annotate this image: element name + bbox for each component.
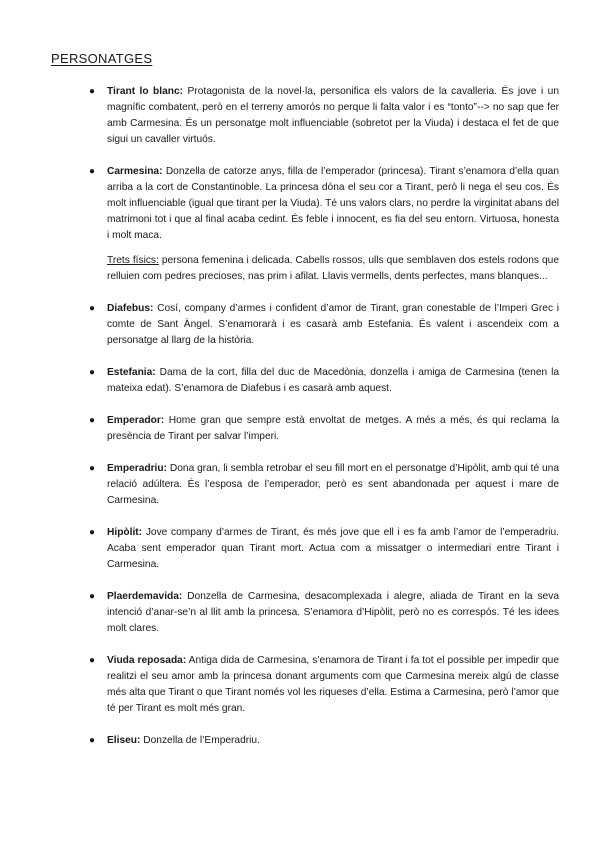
character-list (0, 84, 600, 749)
character-name: Estefania: (107, 367, 156, 378)
bullet-icon: ● (89, 463, 96, 474)
traits-label: Trets físics: (107, 255, 159, 266)
bullet-icon: ● (89, 303, 96, 314)
character-description: Cosí, company d’armes i confident d’amor de Tirant, gran conestable de l’Imperi Grec i comte de Sant Àngel. S’enamorarà i es casarà amb Estefania. És valent i ascendeix com a personatge al llarg de la història. (107, 303, 559, 346)
bullet-icon: ● (89, 415, 96, 426)
character-name: Viuda reposada: (107, 655, 187, 666)
list-item (89, 164, 559, 285)
list-item (89, 653, 559, 717)
bullet-icon: ● (89, 655, 96, 666)
bullet-icon: ● (89, 367, 96, 378)
character-description: Dona gran, li sembla retrobar el seu fill mort en el personatge d’Hipòlit, amb qui té una relació adúltera. És l’esposa de l’emperador, però es sent abandonada per aquest i mare de Carmesina. (107, 463, 559, 506)
list-item (89, 461, 559, 509)
list-item (89, 525, 559, 573)
character-name: Diafebus: (107, 303, 154, 314)
traits-description: persona femenina i delicada. Cabells rossos, ulls que semblaven dos estels rodons que relluien com pedres precioses, nas prim i afilat. Llavis vermells, dents perfectes, mans blanques... (107, 255, 559, 282)
list-item (89, 365, 559, 397)
character-description: Donzella de l’Emperadriu. (143, 735, 260, 746)
list-item (89, 589, 559, 637)
character-description: Protagonista de la novel·la, personifica els valors de la cavalleria. És jove i un magnífic combatent, però en el terreny amorós no perque li falta valor i es “tonto”--> no sap que fer amb Carmesina. És un personatge molt influenciable (sobretot per la Viuda) i destaca el fet de que sigui un cavaller virtuós. (107, 86, 559, 145)
page-title: PERSONATGES (51, 51, 153, 66)
bullet-icon: ● (89, 86, 96, 97)
list-item (89, 413, 559, 445)
character-name: Carmesina: (107, 166, 163, 177)
character-name: Emperadriu: (107, 463, 168, 474)
character-description: Dama de la cort, filla del duc de Macedònia, donzella i amiga de Carmesina (tenen la mateixa edat). S’enamora de Diafebus i es casarà amb aquest. (107, 367, 559, 394)
character-description: Jove company d’armes de Tirant, és més jove que ell i es fa amb l’amor de l’emperadriu. Acaba sent emperador quan Tirant mort. Actua com a missatger o intermediari entre Tirant i Carmesina. (107, 527, 559, 570)
character-name: Eliseu: (107, 735, 141, 746)
character-name: Hipòlit: (107, 527, 143, 538)
bullet-icon: ● (89, 166, 96, 177)
character-description: Donzella de catorze anys, filla de l’emperador (princesa). Tirant s’enamora d’ella quan arriba a la cort de Constantinoble. La princesa dóna el seu cor a Tirant, però li nega el seu cos. És molt influenciable (igual que tirant per la Viuda). Té uns valors clars, no perdre la virginitat abans del matrimoni tot i que al final acaba cedint. És feble i innocent, es fia del seu entorn. Virtuosa, honesta i molt maca. (107, 166, 559, 241)
character-name: Emperador: (107, 415, 165, 426)
character-name: Tirant lo blanc: (107, 86, 184, 97)
bullet-icon: ● (89, 527, 96, 538)
list-item (89, 733, 559, 749)
character-name: Plaerdemavida: (107, 591, 183, 602)
bullet-icon: ● (89, 591, 96, 602)
character-description: Donzella de Carmesina, desacomplexada i alegre, aliada de Tirant en la seva intenció d’anar-se’n al llit amb la princesa. S’enamora d’Hipòlit, però no es correspós. Té les idees molt clares. (107, 591, 559, 634)
bullet-icon: ● (89, 735, 96, 746)
list-item (89, 301, 559, 349)
character-description: Antiga dida de Carmesina, s’enamora de Tirant i fa tot el possible per impedir que realitzi el seu amor amb la princesa donant arguments com que Carmesina mereix algú de classe més alta que Tirant o que Tirant només vol les riqueses d’ella. Estima a Carmesina, però l’amor que té per Tirant es molt més gran. (107, 655, 559, 714)
character-description: Home gran que sempre està envoltat de metges. A més a més, és qui reclama la presència de Tirant per salvar l’imperi. (107, 415, 559, 442)
list-item (89, 84, 559, 148)
